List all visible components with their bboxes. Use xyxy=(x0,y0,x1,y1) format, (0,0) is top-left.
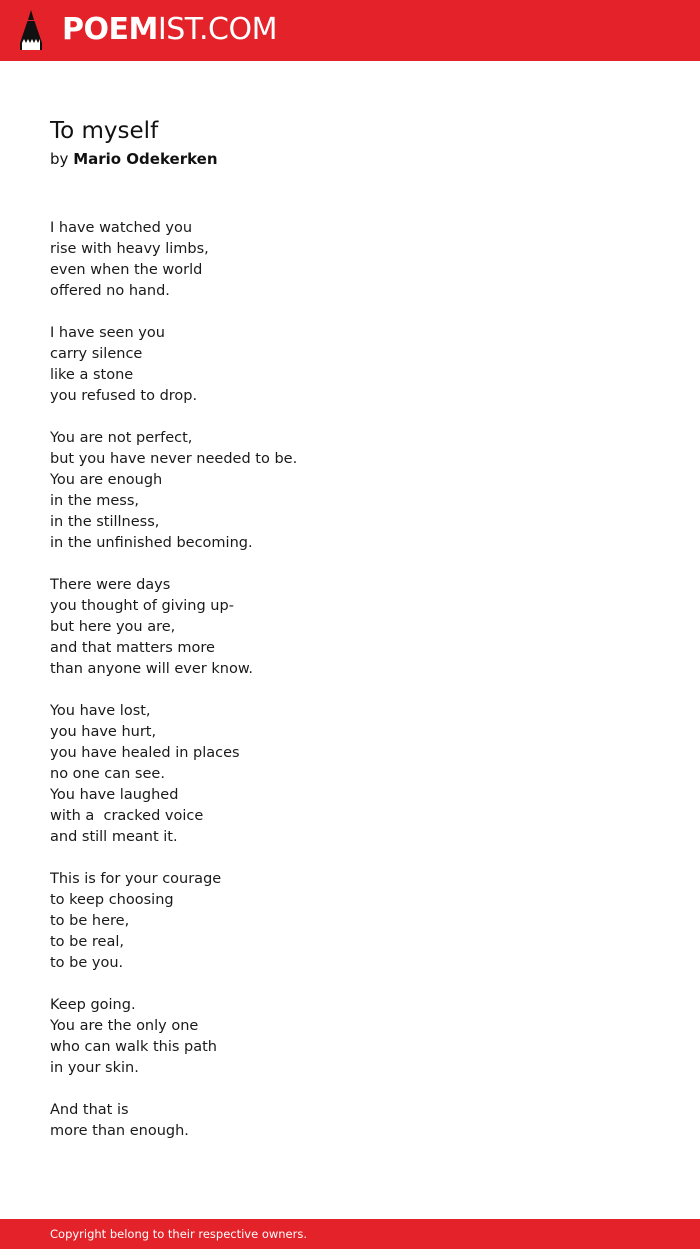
poem-line: no one can see. xyxy=(50,766,165,782)
poem-line: Keep going. xyxy=(50,997,136,1013)
brand-strong-text: POEM xyxy=(62,12,158,47)
poem-line: in the stillness, xyxy=(50,514,160,530)
poem-line: with a cracked voice xyxy=(50,808,204,824)
poem-line: you have healed in places xyxy=(50,745,240,761)
poem-line: than anyone will ever know. xyxy=(50,661,253,677)
stanza xyxy=(50,701,650,848)
poem-line: in the unfinished becoming. xyxy=(50,535,253,551)
poem-line: in the mess, xyxy=(50,493,139,509)
stanza xyxy=(50,1100,650,1142)
brand-light-text: IST.COM xyxy=(157,12,277,47)
poem-line: I have watched you xyxy=(50,220,193,236)
poem-line: This is for your courage xyxy=(50,871,222,887)
poem-line: You have laughed xyxy=(50,787,179,803)
stanza xyxy=(50,323,650,407)
poem-body xyxy=(50,218,650,1163)
stanza xyxy=(50,428,650,554)
poem-line: to be here, xyxy=(50,913,130,929)
poem-line: but here you are, xyxy=(50,619,176,635)
stanza xyxy=(50,869,650,974)
poem-line: and still meant it. xyxy=(50,829,178,845)
poem-byline xyxy=(50,149,218,169)
poem-line: And that is xyxy=(50,1102,129,1118)
poem-line: like a stone xyxy=(50,367,134,383)
poem-line: to be real, xyxy=(50,934,124,950)
poem-line: even when the world xyxy=(50,262,203,278)
poem-line: You are not perfect, xyxy=(50,430,193,446)
poem-line: rise with heavy limbs, xyxy=(50,241,209,257)
poem-title: To myself xyxy=(50,118,159,144)
stanza xyxy=(50,995,650,1079)
site-header xyxy=(0,0,700,61)
poem-line: I have seen you xyxy=(50,325,165,341)
author-name: Mario Odekerken xyxy=(73,150,218,168)
stanza xyxy=(50,575,650,680)
poem-line: in your skin. xyxy=(50,1060,139,1076)
poem-line: There were days xyxy=(50,577,171,593)
poem-line: but you have never needed to be. xyxy=(50,451,298,467)
poem-line: to keep choosing xyxy=(50,892,174,908)
poem-line: You have lost, xyxy=(50,703,151,719)
poem-line: you have hurt, xyxy=(50,724,157,740)
poem-line: more than enough. xyxy=(50,1123,189,1139)
poem-line: you refused to drop. xyxy=(50,388,198,404)
copyright-notice: Copyright belong to their respective owners. xyxy=(50,1227,308,1241)
by-label: by xyxy=(50,150,69,168)
poem-line: you thought of giving up- xyxy=(50,598,234,614)
site-footer xyxy=(0,1219,700,1249)
poem-line: to be you. xyxy=(50,955,124,971)
poem-line: offered no hand. xyxy=(50,283,170,299)
poem-line: who can walk this path xyxy=(50,1039,217,1055)
pen-nib-icon[interactable] xyxy=(18,9,44,51)
stanza xyxy=(50,218,650,302)
poem-line: and that matters more xyxy=(50,640,215,656)
site-logo-text[interactable] xyxy=(62,12,277,48)
poem-line: You are the only one xyxy=(50,1018,199,1034)
poem-line: You are enough xyxy=(50,472,163,488)
poem-line: carry silence xyxy=(50,346,143,362)
